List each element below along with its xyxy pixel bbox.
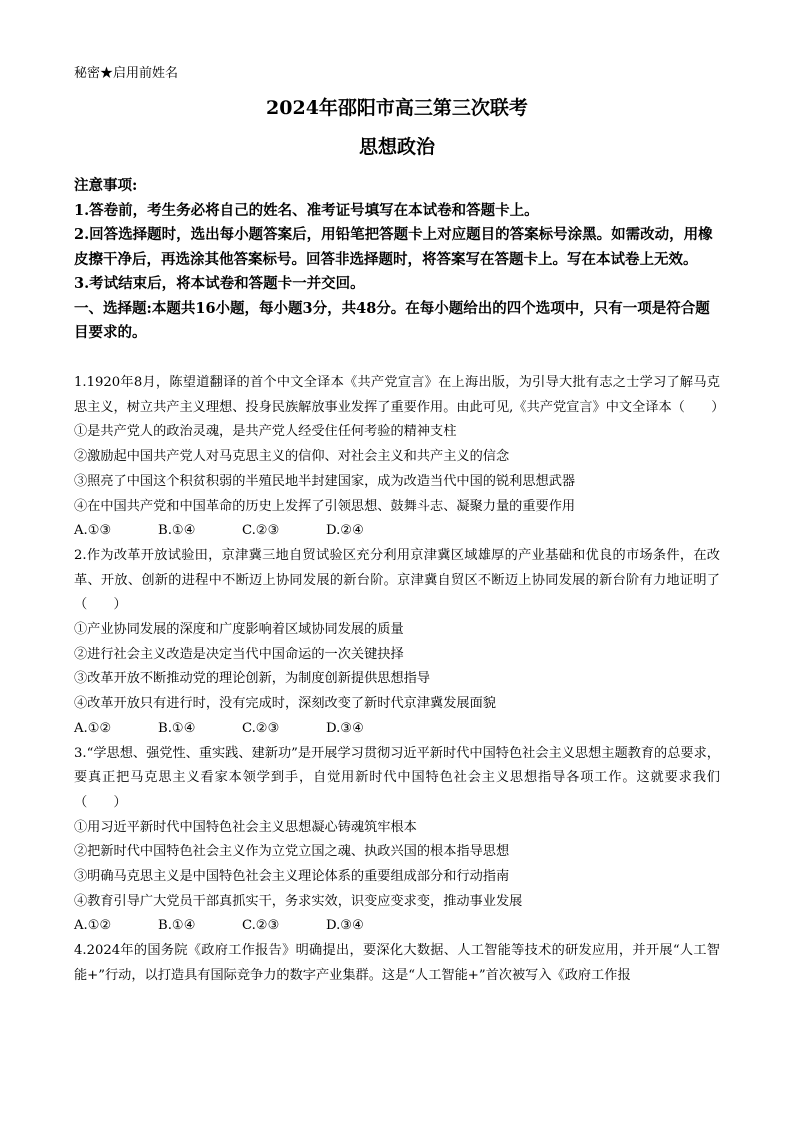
answer-choices <box>74 914 720 939</box>
statement-option: ②进行社会主义改造是决定当代中国命运的一次关键抉择 <box>74 646 404 662</box>
choice-b: B.①④ <box>158 918 196 934</box>
exam-title: 2024年邵阳市高三第三次联考 <box>266 97 528 119</box>
statement-option: ①产业协同发展的深度和广度影响着区域协同发展的质量 <box>74 622 404 638</box>
instruction-item: 1.答卷前，考生务必将自己的姓名、准考证号填写在本试卷和答题卡上。 <box>74 201 539 219</box>
statement-option: ①是共产党人的政治灵魂，是共产党人经受住任何考验的精神支柱 <box>74 424 457 440</box>
statement-option: ④教育引导广大党员干部真抓实干，务求实效，识变应变求变，推动事业发展 <box>74 893 523 909</box>
choice-c: C.②③ <box>242 720 280 736</box>
choice-c: C.②③ <box>242 523 280 539</box>
question-1 <box>74 371 725 544</box>
answer-choices <box>74 519 720 544</box>
question-3 <box>74 742 720 940</box>
statement-option: ④改革开放只有进行时，没有完成时，深刻改变了新时代京津冀发展面貌 <box>74 696 496 712</box>
question-stem: 1.1920年8月，陈望道翻译的首个中文全译本《共产党宣言》在上海出版，为引导大批有志之士学习了解马克思主义，树立共产主义理想、投身民族解放事业发挥了重要作用。由此可见,《共产党宣言》中文全译本（ ） <box>74 375 725 415</box>
instructions-heading: 注意事项: <box>74 177 138 194</box>
question-stem: 4.2024年的国务院《政府工作报告》明确提出，要深化大数据、人工智能等技术的研发应用，并开展“人工智能+”行动，以打造具有国际竞争力的数字产业集群。这是“人工智能+”首次被写入《政府工作报 <box>74 943 720 983</box>
subject-title: 思想政治 <box>358 136 435 158</box>
answer-choices <box>74 717 720 742</box>
choice-d: D.②④ <box>326 523 364 539</box>
statement-option: ①用习近平新时代中国特色社会主义思想凝心铸魂筑牢根本 <box>74 819 417 835</box>
instruction-item: 2.回答选择题时，选出每小题答案后，用铅笔把答题卡上对应题目的答案标号涂黑。如需改动，用橡皮擦干净后，再选涂其他答案标号。回答非选择题时，将答案写在答题卡上。写在本试卷上无效。 <box>74 226 713 268</box>
question-list <box>74 371 725 989</box>
statement-option: ③改革开放不断推动党的理论创新，为制度创新提供思想指导 <box>74 671 431 687</box>
choice-d: D.③④ <box>326 720 364 736</box>
statement-option: ②把新时代中国特色社会主义作为立党立国之魂、执政兴国的根本指导思想 <box>74 844 510 860</box>
question-2 <box>74 544 720 742</box>
statement-option: ④在中国共产党和中国革命的历史上发挥了引领思想、鼓舞斗志、凝聚力量的重要作用 <box>74 498 576 514</box>
choice-b: B.①④ <box>158 720 196 736</box>
choice-c: C.②③ <box>242 918 280 934</box>
choice-a: A.①② <box>74 720 112 736</box>
secret-note: 秘密★启用前姓名 <box>74 66 179 81</box>
choice-d: D.③④ <box>326 918 364 934</box>
statement-option: ②激励起中国共产党人对马克思主义的信仰、对社会主义和共产主义的信念 <box>74 449 510 465</box>
statement-option: ③明确马克思主义是中国特色社会主义理论体系的重要组成部分和行动指南 <box>74 869 510 885</box>
question-stem: 2.作为改革开放试验田，京津冀三地自贸试验区充分利用京津冀区域雄厚的产业基础和优良的市场条件，在改革、开放、创新的进程中不断迈上协同发展的新台阶。京津冀自贸区不断迈上协同发展的新台阶有力地证明了（ ） <box>74 547 720 613</box>
choice-b: B.①④ <box>158 523 196 539</box>
choice-a: A.①③ <box>74 523 112 539</box>
question-stem: 3.“学思想、强党性、重实践、建新功”是开展学习贯彻习近平新时代中国特色社会主义思想主题教育的总要求，要真正把马克思主义看家本领学到手，自觉用新时代中国特色社会主义思想指导各项工作。这就要求我们（ ） <box>74 745 720 810</box>
instructions <box>74 174 720 346</box>
section-heading: 一、选择题:本题共16小题，每小题3分，共48分。在每小题给出的四个选项中，只有一项是符合题目要求的。 <box>74 299 710 341</box>
choice-a: A.①② <box>74 918 112 934</box>
question-4 <box>74 939 720 988</box>
instruction-item: 3.考试结束后，将本试卷和答题卡一并交回。 <box>74 275 365 292</box>
statement-option: ③照亮了中国这个积贫积弱的半殖民地半封建国家，成为改造当代中国的锐利思想武器 <box>74 473 576 489</box>
